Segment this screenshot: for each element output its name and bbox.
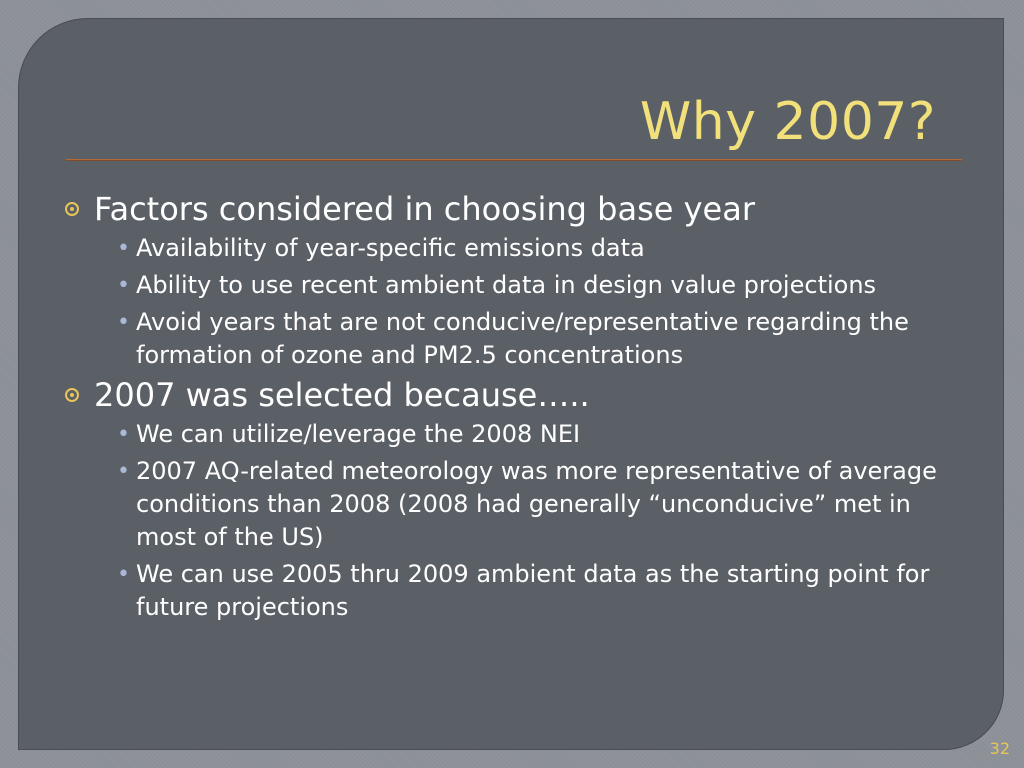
list-item: [62, 269, 962, 302]
section-heading-text: 2007 was selected because…..: [94, 376, 590, 414]
dot-bullet-icon: •: [117, 562, 130, 587]
factors-list: [62, 232, 962, 372]
list-item: [62, 232, 962, 265]
list-item: [62, 418, 962, 451]
list-item-text: Avoid years that are not conducive/representative regarding the formation of ozone and PM2.5 concentrations: [136, 308, 909, 369]
list-item-text: Ability to use recent ambient data in design value projections: [136, 271, 877, 299]
dot-bullet-icon: •: [117, 236, 130, 261]
list-item-text: 2007 AQ-related meteorology was more representative of average conditions than 2008 (2008 had generally “unconducive” met in most of the US): [136, 457, 937, 551]
section-heading-selection: [62, 376, 962, 414]
list-item: [62, 558, 962, 624]
target-bullet-icon: [65, 202, 79, 216]
section-heading-factors: [62, 190, 962, 228]
list-item-text: We can use 2005 thru 2009 ambient data as the starting point for future projections: [136, 560, 930, 621]
title-divider: [66, 159, 962, 161]
slide-title: Why 2007?: [639, 92, 936, 152]
page-number: 32: [989, 739, 1010, 758]
list-item: [62, 306, 962, 372]
dot-bullet-icon: •: [117, 459, 130, 484]
list-item-text: Availability of year-specific emissions data: [136, 234, 645, 262]
list-item-text: We can utilize/leverage the 2008 NEI: [136, 420, 581, 448]
section-heading-text: Factors considered in choosing base year: [94, 190, 755, 228]
dot-bullet-icon: •: [117, 310, 130, 335]
dot-bullet-icon: •: [117, 422, 130, 447]
dot-bullet-icon: •: [117, 273, 130, 298]
slide-content: [62, 188, 962, 628]
slide-panel: [18, 18, 1004, 750]
list-item: [62, 455, 962, 554]
reasons-list: [62, 418, 962, 624]
target-bullet-icon: [65, 388, 79, 402]
